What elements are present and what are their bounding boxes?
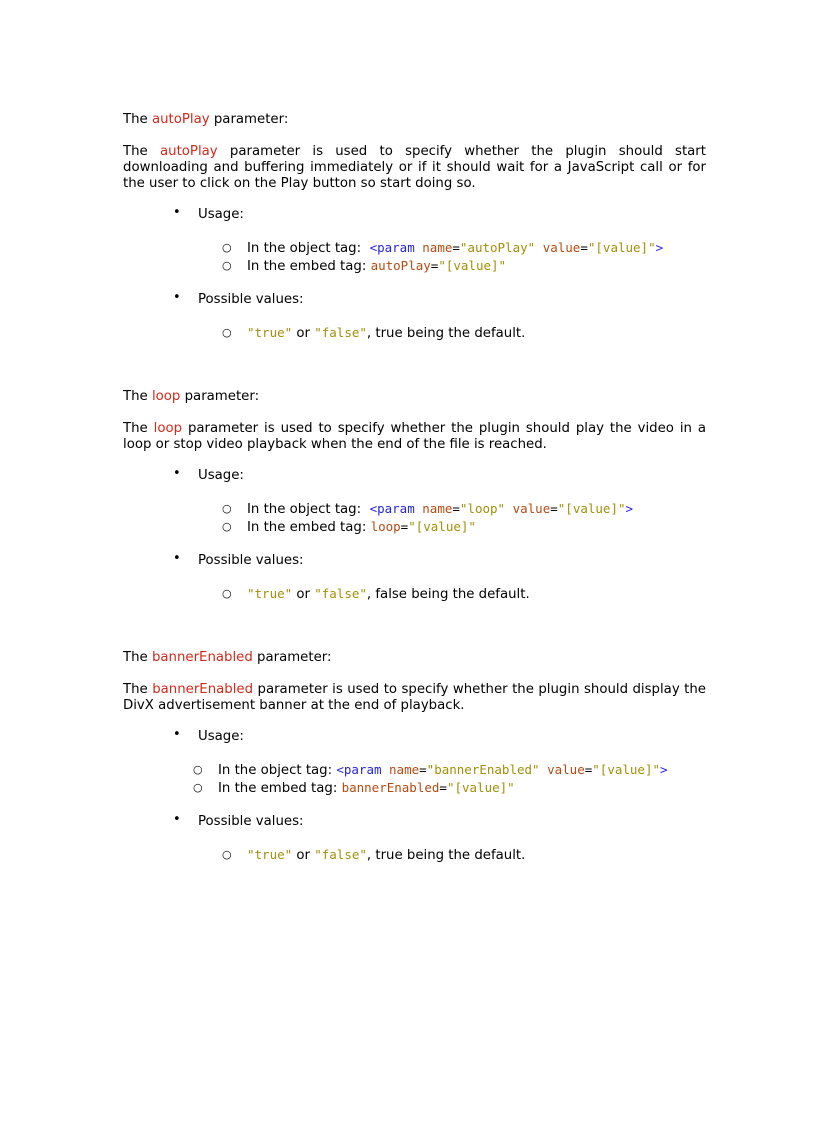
list-item: ○ In the object tag: <param name="loop" value="[value]"> xyxy=(222,501,634,517)
list-item: ○ In the embed tag: bannerEnabled="[value]" xyxy=(193,780,515,796)
circle-bullet-icon: ○ xyxy=(193,781,203,794)
param-name: autoPlay xyxy=(160,144,218,159)
param-name: bannerEnabled xyxy=(152,682,254,697)
param-name: bannerEnabled xyxy=(151,650,253,665)
bullet-icon: • xyxy=(173,727,181,742)
circle-bullet-icon: ○ xyxy=(222,326,232,339)
document-page xyxy=(123,111,706,880)
circle-bullet-icon: ○ xyxy=(222,848,232,861)
usage-list xyxy=(123,239,706,275)
section-heading: The bannerEnabled parameter: xyxy=(123,650,332,665)
list-item: ○ "true" or "false", false being the default. xyxy=(222,586,530,602)
circle-bullet-icon: ○ xyxy=(193,763,203,776)
circle-bullet-icon: ○ xyxy=(222,502,232,515)
usage-bullet: • Usage: xyxy=(173,466,244,483)
bullet-icon: • xyxy=(173,466,181,481)
possible-values-list xyxy=(123,324,706,342)
bullet-icon: • xyxy=(173,290,181,305)
bullet-icon: • xyxy=(173,551,181,566)
usage-bullet: • Usage: xyxy=(173,727,244,744)
usage-list xyxy=(123,500,706,536)
param-name: loop xyxy=(153,421,183,436)
section-heading: The autoPlay parameter: xyxy=(123,112,289,127)
param-name: loop xyxy=(151,389,181,404)
list-item: ○ "true" or "false", true being the default. xyxy=(222,325,526,341)
circle-bullet-icon: ○ xyxy=(222,520,232,533)
bullet-icon: • xyxy=(173,205,181,220)
possible-values-bullet: • Possible values: xyxy=(173,551,304,568)
list-item: ○ In the object tag: <param name="autoPlay" value="[value]"> xyxy=(222,240,664,256)
list-item: ○ In the embed tag: loop="[value]" xyxy=(222,519,476,535)
possible-values-bullet: • Possible values: xyxy=(173,290,304,307)
section-description: The loop parameter is used to specify whether the plugin should play the video in a loop or stop video playback when the end of the file is reached. xyxy=(123,421,706,452)
usage-list xyxy=(123,761,706,797)
list-item: ○ "true" or "false", true being the default. xyxy=(222,847,526,863)
section-bannerenabled xyxy=(123,649,706,864)
usage-bullet: • Usage: xyxy=(173,205,244,222)
possible-values-list xyxy=(123,585,706,603)
section-loop xyxy=(123,388,706,603)
section-heading: The loop parameter: xyxy=(123,389,260,404)
list-item: ○ In the embed tag: autoPlay="[value]" xyxy=(222,258,507,274)
possible-values-bullet: • Possible values: xyxy=(173,812,304,829)
circle-bullet-icon: ○ xyxy=(222,241,232,254)
list-item: ○ In the object tag: <param name="bannerEnabled" value="[value]"> xyxy=(193,762,668,778)
circle-bullet-icon: ○ xyxy=(222,259,232,272)
section-description: The autoPlay parameter is used to specify whether the plugin should start downloading and buffering immediately or if it should wait for a JavaScript call or for the user to click on the Play button so start doing so. xyxy=(123,144,706,191)
bullet-icon: • xyxy=(173,812,181,827)
param-name: autoPlay xyxy=(151,112,210,127)
circle-bullet-icon: ○ xyxy=(222,587,232,600)
section-autoplay xyxy=(123,111,706,342)
possible-values-list xyxy=(123,846,706,864)
section-description: The bannerEnabled parameter is used to specify whether the plugin should display the DivX advertisement banner at the end of playback. xyxy=(123,682,706,713)
